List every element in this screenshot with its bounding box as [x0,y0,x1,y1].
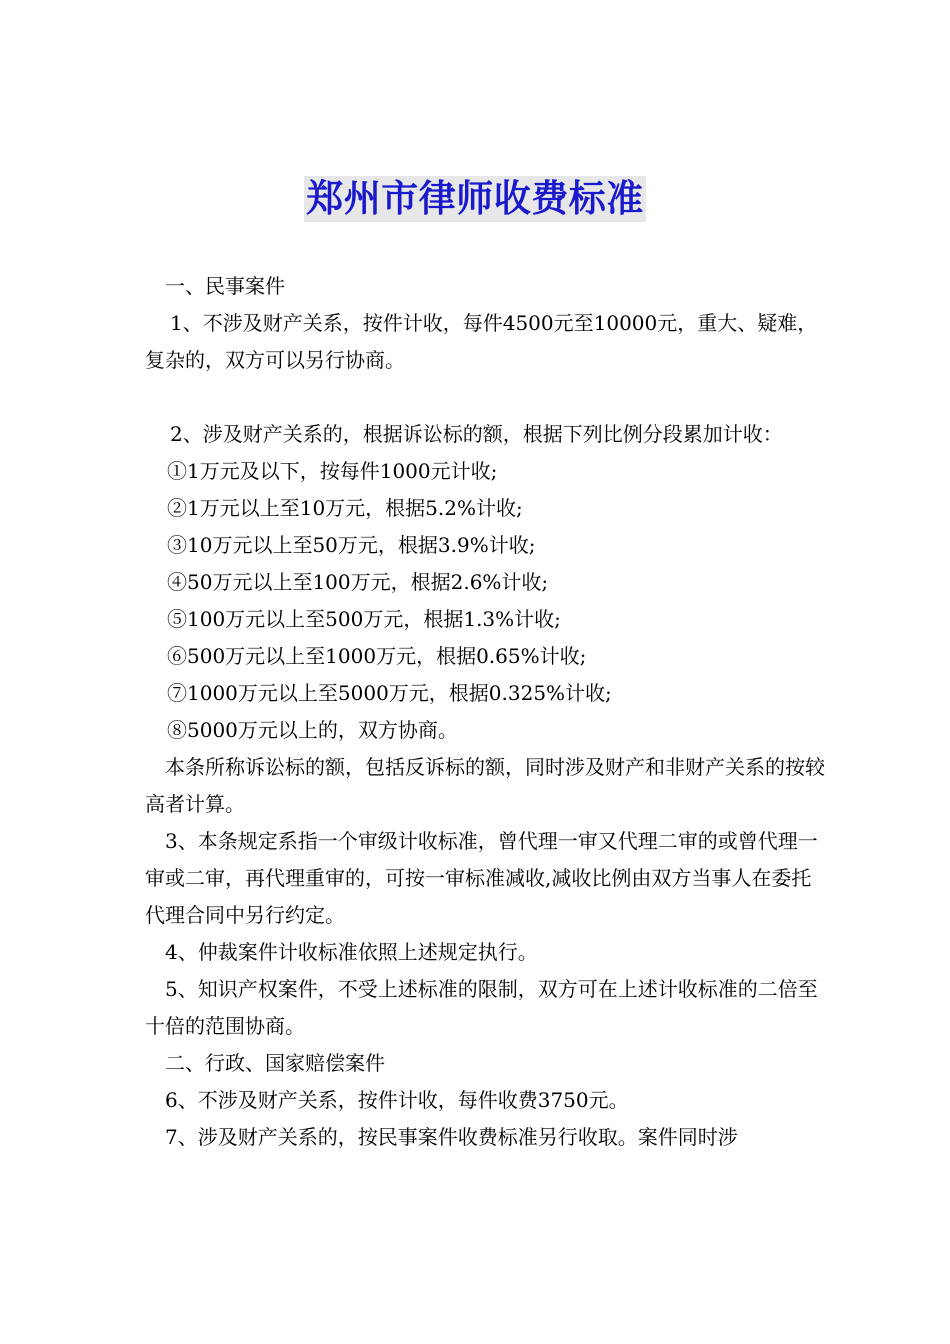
title-container [0,176,950,222]
rate-item-4: ④50万元以上至100万元，根据2.6%计收; [167,570,549,594]
clause-5: 5、知识产权案件，不受上述标准的限制，双方可在上述计收标准的二倍至十倍的范围协商。 [145,977,818,1038]
clause-4: 4、仲裁案件计收标准依照上述规定执行。 [165,940,538,964]
document-title: 郑州市律师收费标准 [306,177,644,220]
section-heading-civil: 一、民事案件 [165,274,285,298]
clause-3: 3、本条规定系指一个审级计收标准，曾代理一审又代理二审的或曾代理一审或二审，再代理重审的，可按一审标准减收,减收比例由双方当事人在委托代理合同中另行约定。 [145,829,818,927]
rate-item-2: ②1万元以上至10万元，根据5.2%计收; [167,496,523,520]
blank-line [145,379,825,416]
clause-2: 2、涉及财产关系的，根据诉讼标的额，根据下列比例分段累加计收： [170,422,783,446]
clause-7: 7、涉及财产关系的，按民事案件收费标准另行收取。案件同时涉 [165,1125,738,1149]
rate-item-5: ⑤100万元以上至500万元，根据1.3%计收; [167,607,561,631]
rate-item-1: ①1万元及以下，按每件1000元计收; [167,459,498,483]
clause-6: 6、不涉及财产关系，按件计收，每件收费3750元。 [165,1088,629,1112]
rate-item-8: ⑧5000万元以上的，双方协商。 [167,718,458,742]
section-heading-administrative: 二、行政、国家赔偿案件 [165,1051,385,1075]
rate-item-7: ⑦1000万元以上至5000万元，根据0.325%计收; [167,681,612,705]
clause-1: 1、不涉及财产关系，按件计收，每件4500元至10000元，重大、疑难，复杂的，双方可以另行协商。 [145,311,818,372]
rate-item-6: ⑥500万元以上至1000万元，根据0.65%计收; [167,644,587,668]
document-body [145,268,825,1156]
rate-item-3: ③10万元以上至50万元，根据3.9%计收; [167,533,536,557]
clause-2-note: 本条所称诉讼标的额，包括反诉标的额，同时涉及财产和非财产关系的按较高者计算。 [145,755,825,816]
